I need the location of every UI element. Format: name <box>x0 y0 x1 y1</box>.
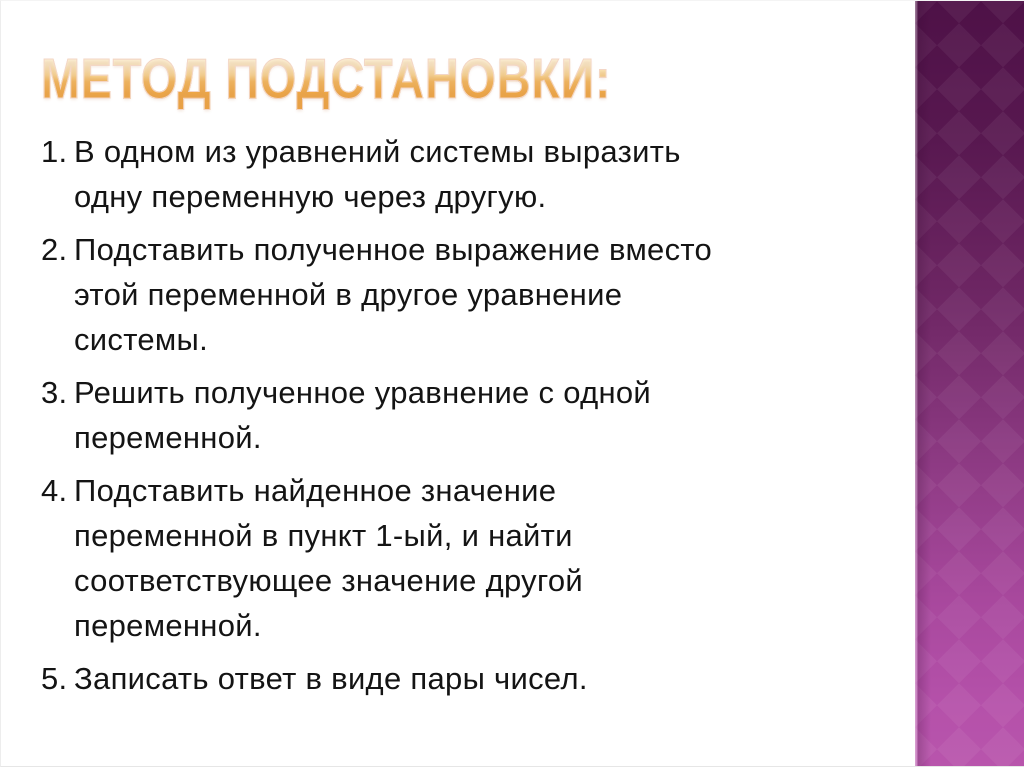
item-number: 4. <box>41 473 68 508</box>
item-line: Подставить полученное выражение вместо <box>74 232 713 267</box>
item-line: соответствующее значение другой <box>74 563 584 598</box>
item-line: переменной в пункт 1-ый, и найти <box>74 518 573 553</box>
decorative-sidebar <box>915 1 1024 767</box>
item-line: Подставить найденное значение <box>74 473 557 508</box>
item-number: 1. <box>41 134 68 169</box>
list-item-3 <box>1 370 881 460</box>
slide-title: МЕТОД ПОДСТАНОВКИ: <box>41 47 612 111</box>
item-line: системы. <box>74 322 209 357</box>
item-line: Решить полученное уравнение с одной <box>74 375 652 410</box>
item-number: 2. <box>41 232 68 267</box>
list-item-2 <box>1 227 881 362</box>
item-number: 5. <box>41 661 68 696</box>
method-steps-list <box>1 129 881 709</box>
list-item-1 <box>1 129 881 219</box>
item-line: В одном из уравнений системы выразить <box>74 134 681 169</box>
item-number: 3. <box>41 375 68 410</box>
item-line: переменной. <box>74 608 262 643</box>
list-item-4 <box>1 468 881 648</box>
item-line: Записать ответ в виде пары чисел. <box>74 661 588 696</box>
item-line: этой переменной в другое уравнение <box>74 277 623 312</box>
item-line: одну переменную через другую. <box>74 179 547 214</box>
item-line: переменной. <box>74 420 262 455</box>
list-item-5 <box>1 656 881 701</box>
